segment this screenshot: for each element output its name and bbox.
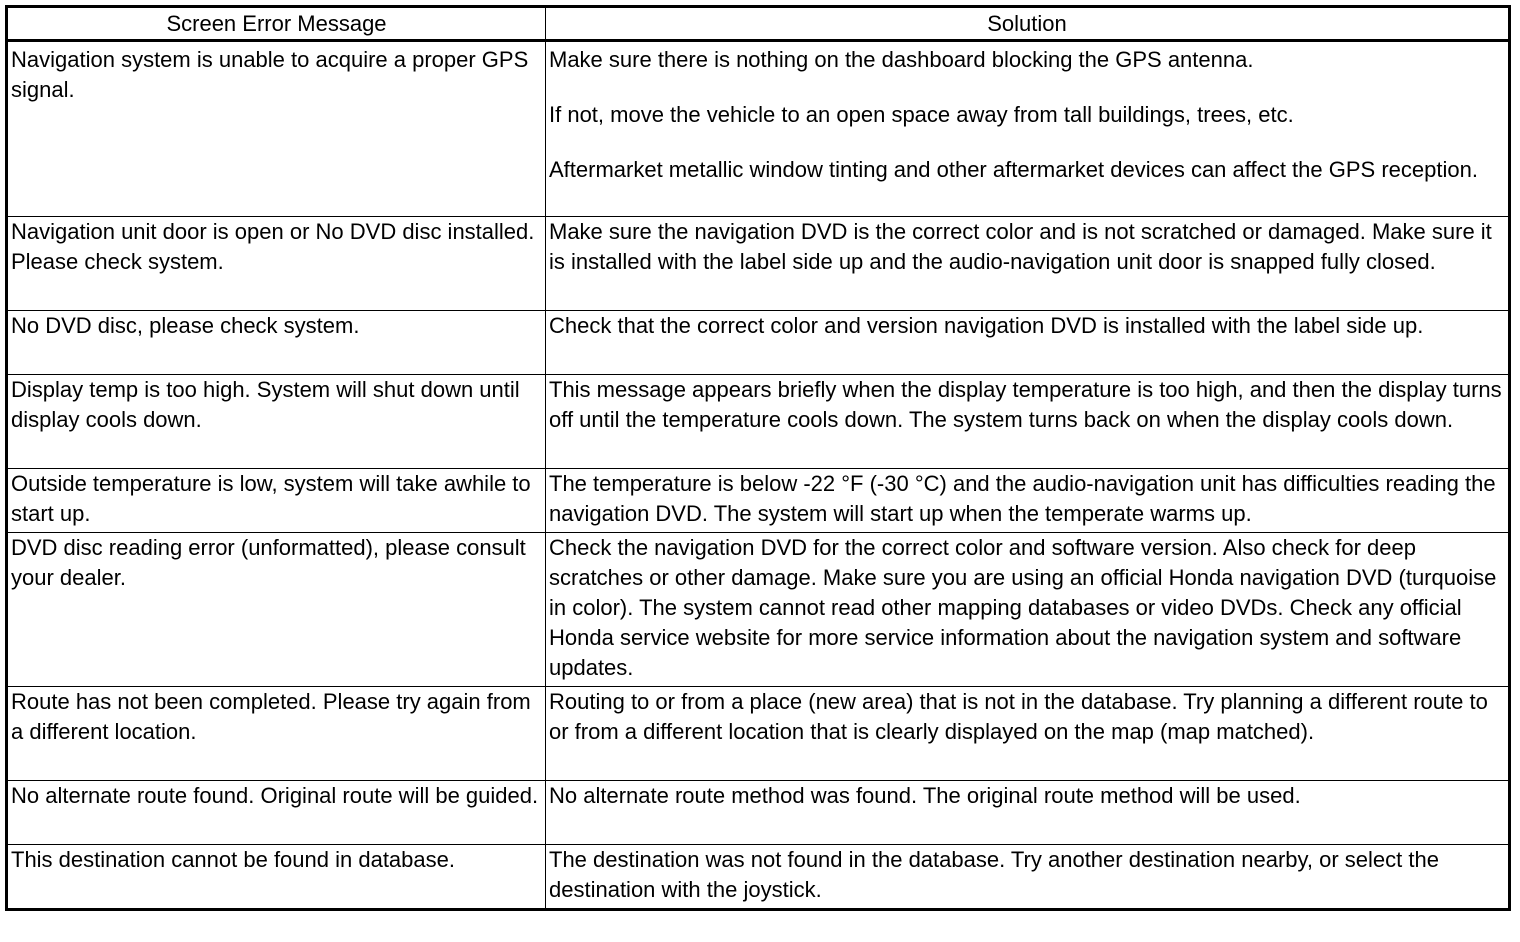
solution-paragraph: Aftermarket metallic window tinting and other aftermarket devices can affect the GPS reception. — [549, 157, 1478, 182]
solution-cell — [546, 375, 1510, 469]
solution-cell — [546, 845, 1510, 910]
table-row — [7, 469, 1510, 533]
solution-paragraph: No alternate route method was found. The original route method will be used. — [549, 783, 1301, 808]
solution-paragraph: Routing to or from a place (new area) that is not in the database. Try planning a different route to or from a different location that is clearly displayed on the map (map matched). — [549, 689, 1488, 744]
solution-paragraph: Make sure there is nothing on the dashboard blocking the GPS antenna. — [549, 47, 1254, 72]
error-message-cell: Route has not been completed. Please try again from a different location. — [7, 687, 546, 781]
error-message-cell: Display temp is too high. System will shut down until display cools down. — [7, 375, 546, 469]
error-message-cell: This destination cannot be found in database. — [7, 845, 546, 910]
table-row — [7, 533, 1510, 687]
solution-cell — [546, 687, 1510, 781]
solution-paragraph: Check that the correct color and version navigation DVD is installed with the label side up. — [549, 313, 1424, 338]
solution-paragraph: Make sure the navigation DVD is the correct color and is not scratched or damaged. Make sure it is installed with the label side up and the audio-navigation unit door is snapped fully closed. — [549, 219, 1492, 274]
solution-paragraph: If not, move the vehicle to an open space away from tall buildings, trees, etc. — [549, 102, 1294, 127]
table-header-row — [7, 7, 1510, 41]
solution-cell — [546, 311, 1510, 375]
solution-cell — [546, 469, 1510, 533]
error-message-table — [5, 5, 1511, 911]
error-message-cell: No alternate route found. Original route will be guided. — [7, 781, 546, 845]
error-message-cell: DVD disc reading error (unformatted), please consult your dealer. — [7, 533, 546, 687]
solution-cell — [546, 781, 1510, 845]
solution-paragraph: This message appears briefly when the display temperature is too high, and then the display turns off until the temperature cools down. The system turns back on when the display cools down. — [549, 377, 1502, 432]
solution-cell — [546, 217, 1510, 311]
error-message-cell: Navigation unit door is open or No DVD disc installed. Please check system. — [7, 217, 546, 311]
solution-paragraph: The temperature is below -22 °F (-30 °C) and the audio-navigation unit has difficulties reading the navigation DVD. The system will start up when the temperate warms up. — [549, 471, 1496, 526]
column-header-solution: Solution — [546, 7, 1510, 41]
table-row — [7, 687, 1510, 781]
error-message-cell: Navigation system is unable to acquire a proper GPS signal. — [7, 41, 546, 217]
column-header-message: Screen Error Message — [7, 7, 546, 41]
error-message-cell: Outside temperature is low, system will take awhile to start up. — [7, 469, 546, 533]
table-row — [7, 845, 1510, 910]
error-message-cell: No DVD disc, please check system. — [7, 311, 546, 375]
solution-paragraph: Check the navigation DVD for the correct color and software version. Also check for deep scratches or other damage. Make sure you are using an official Honda navigation DVD (turquoise in color). The system cannot read other mapping databases or video DVDs. Check any official Honda service website for more service information about the navigation system and software updates. — [549, 535, 1497, 680]
table-row — [7, 781, 1510, 845]
solution-paragraph: The destination was not found in the database. Try another destination nearby, or select the destination with the joystick. — [549, 847, 1439, 902]
error-message-table-container — [5, 5, 1508, 911]
table-row — [7, 217, 1510, 311]
solution-cell — [546, 41, 1510, 217]
solution-cell — [546, 533, 1510, 687]
table-row — [7, 375, 1510, 469]
table-row — [7, 41, 1510, 217]
table-row — [7, 311, 1510, 375]
